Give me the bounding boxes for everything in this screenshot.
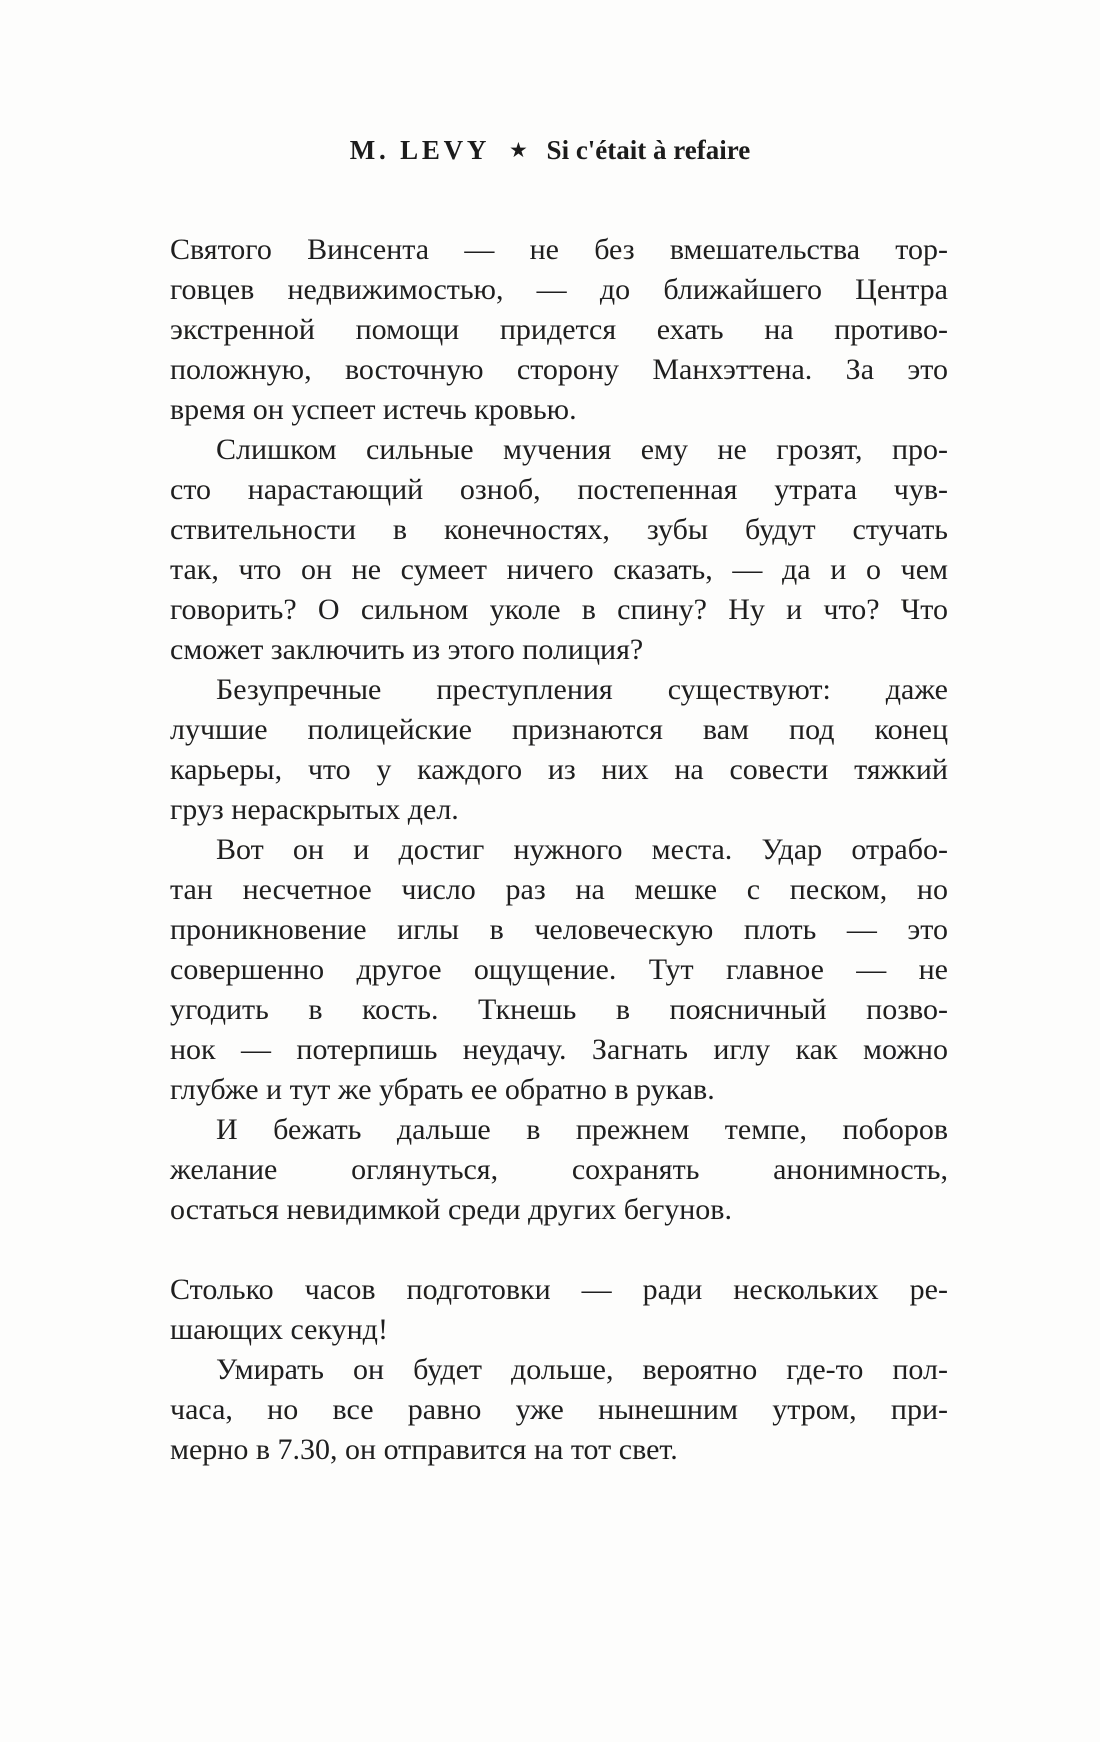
- text-line: Безупречные преступления существуют: даже: [216, 673, 948, 706]
- text-line: нок — потерпишь неудачу. Загнать иглу как можно: [170, 1033, 948, 1066]
- text-body: [170, 230, 948, 1470]
- text-line: экстренной помощи придется ехать на противо-: [170, 313, 948, 346]
- text-line: проникновение иглы в человеческую плоть — это: [170, 913, 948, 946]
- paragraph: [170, 1350, 948, 1470]
- text-line: сто нарастающий озноб, постепенная утрата чув-: [170, 473, 948, 506]
- text-line: ствительности в конечностях, зубы будут стучать: [170, 513, 948, 546]
- text-line: так, что он не сумеет ничего сказать, — да и о чем: [170, 553, 948, 586]
- text-line: шающих секунд!: [170, 1313, 388, 1346]
- text-line: остаться невидимкой среди других бегунов.: [170, 1193, 732, 1226]
- text-line: Слишком сильные мучения ему не грозят, про-: [216, 433, 948, 466]
- text-line: совершенно другое ощущение. Тут главное — не: [170, 953, 948, 986]
- text-line: время он успеет истечь кровью.: [170, 393, 577, 426]
- text-line: карьеры, что у каждого из них на совести тяжкий: [170, 753, 948, 786]
- header-title: Si c'était à refaire: [546, 135, 751, 165]
- text-line: сможет заключить из этого полиция?: [170, 633, 644, 666]
- paragraph: [170, 1270, 948, 1350]
- running-header: [0, 133, 1100, 167]
- text-line: тан несчетное число раз на мешке с песком, но: [170, 873, 948, 906]
- text-line: Святого Винсента — не без вмешательства тор-: [170, 233, 948, 266]
- paragraph: [170, 430, 948, 670]
- text-line: часа, но все равно уже нынешним утром, при-: [170, 1393, 948, 1426]
- text-line: говцев недвижимостью, — до ближайшего Центра: [170, 273, 948, 306]
- text-line: положную, восточную сторону Манхэттена. За это: [170, 353, 948, 386]
- paragraph: [170, 1110, 948, 1230]
- text-line: груз нераскрытых дел.: [170, 793, 459, 826]
- text-line: И бежать дальше в прежнем темпе, поборов: [216, 1113, 948, 1146]
- text-line: Умирать он будет дольше, вероятно где-то пол-: [216, 1353, 948, 1386]
- text-line: Столько часов подготовки — ради нескольких ре-: [170, 1273, 948, 1306]
- paragraph: [170, 830, 948, 1110]
- paragraph: [170, 670, 948, 830]
- text-line: лучшие полицейские признаются вам под конец: [170, 713, 948, 746]
- text-line: Вот он и достиг нужного места. Удар отрабо-: [216, 833, 948, 866]
- text-line: желание оглянуться, сохранять анонимность,: [170, 1153, 948, 1186]
- text-line: угодить в кость. Ткнешь в поясничный позво-: [170, 993, 948, 1026]
- star-icon: ★: [508, 138, 528, 162]
- text-line: глубже и тут же убрать ее обратно в рукав.: [170, 1073, 715, 1106]
- header-author: M. LEVY: [349, 135, 491, 165]
- paragraph: [170, 230, 948, 430]
- text-line: говорить? О сильном уколе в спину? Ну и что? Что: [170, 593, 948, 626]
- text-line: мерно в 7.30, он отправится на тот свет.: [170, 1433, 678, 1466]
